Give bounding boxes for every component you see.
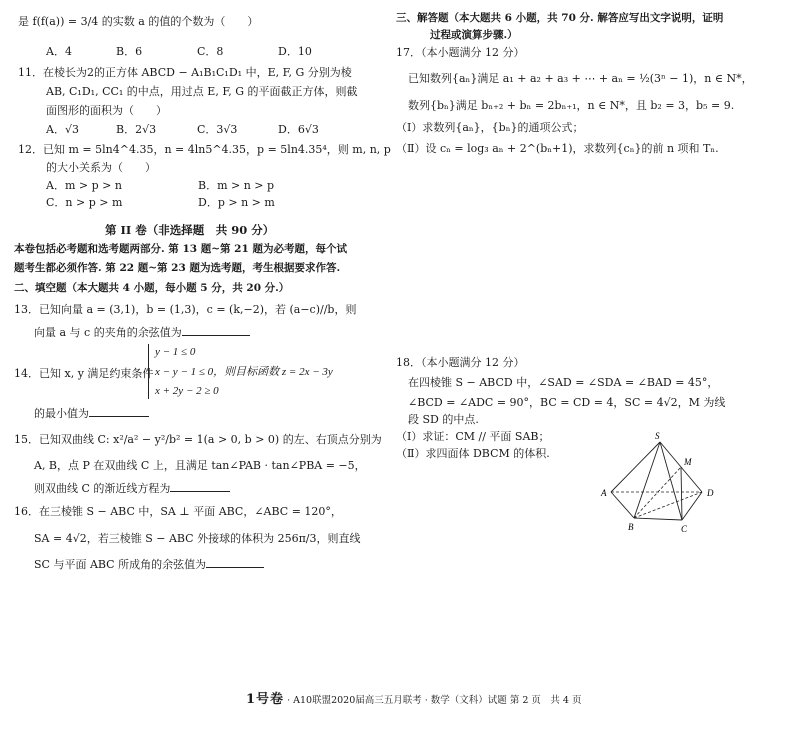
footer-text: · A10联盟2020届高三五月联考 · 数学（文科）试题 第 2 页 共 4 页 [287, 695, 582, 706]
q10-option-a: A．4 [46, 45, 72, 58]
q16-line3 [34, 558, 264, 570]
q10-option-b: B．6 [116, 45, 143, 58]
q15-answer-blank[interactable] [170, 482, 230, 492]
q14-constraint-1: y − 1 ≤ 0 [155, 346, 196, 358]
label-B: B [628, 522, 634, 532]
q13-line1: 13．已知向量 a = (3,1)，b = (1,3)，c = (k,−2)，若 (a−c)//b，则 [14, 303, 357, 316]
section-2-intro-line2: 题考生都必须作答. 第 22 题~第 23 题为选考题，考生根据要求作答. [14, 262, 341, 274]
section-3-heading-line2: 过程或演算步骤.） [430, 29, 518, 41]
segment-CM [681, 467, 682, 520]
label-D: D [707, 488, 714, 498]
q14-brace [148, 344, 149, 399]
edge-SC [660, 442, 682, 520]
q12-line2: 的大小关系为（ ） [46, 161, 156, 174]
label-C: C [681, 524, 688, 534]
label-M: M [684, 457, 692, 467]
q10-tail: 是 f(f(a)) = 3/4 的实数 a 的值的个数为（ ） [18, 15, 259, 28]
q17-part1: （Ⅰ）求数列{aₙ}，{bₙ}的通项公式； [396, 121, 584, 134]
q18-line3: 段 SD 的中点. [408, 413, 479, 426]
q16-answer-blank[interactable] [206, 558, 264, 568]
q10-option-c: C．8 [197, 45, 224, 58]
q11-option-a: A．√3 [46, 123, 79, 136]
q11-option-c: C．3√3 [197, 123, 238, 136]
pyramid-figure [598, 430, 722, 538]
hidden-edge-BD [634, 492, 702, 518]
q15-line1: 15．已知双曲线 C: x²/a² − y²/b² = 1(a > 0, b > 0) 的左、右顶点分别为 [14, 433, 382, 446]
q18-part2: （Ⅱ）求四面体 DBCM 的体积. [396, 447, 550, 460]
section-3-heading-line1: 三、解答题（本大题共 6 小题，共 70 分. 解答应写出文字说明，证明 [396, 12, 724, 24]
q12-option-a: A．m > p > n [46, 179, 122, 192]
edge-SB [634, 442, 660, 518]
q17-part2: （Ⅱ）设 cₙ = log₃ aₙ + 2^(bₙ+1)，求数列{cₙ}的前 n 项和 Tₙ. [396, 142, 719, 155]
q15-line3 [34, 482, 230, 494]
q14-constraint-3: x + 2y − 2 ≥ 0 [155, 385, 219, 397]
q14-prefix: 14．已知 x, y 满足约束条件 [14, 367, 154, 380]
q17-line1: 已知数列{aₙ}满足 a₁ + a₂ + a₃ + ⋯ + aₙ = ½(3ⁿ − 1)，n ∈ N*， [408, 72, 753, 85]
edge-BC [634, 518, 682, 520]
q13-answer-blank[interactable] [182, 326, 250, 336]
q16-line3-text: SC 与平面 ABC 所成角的余弦值为 [34, 558, 207, 571]
q12-line1: 12．已知 m = 5ln4^4.35，n = 4ln5^4.35，p = 5ln4.35⁴，则 m, n, p [18, 143, 391, 156]
section-2-intro-line1: 本卷包括必考题和选考题两部分. 第 13 题~第 21 题为必考题，每个试 [14, 243, 347, 255]
q11-option-d: D．6√3 [278, 123, 319, 136]
section-2-title: 第 II 卷（非选择题 共 90 分） [105, 223, 275, 237]
fill-section-heading: 二、填空题（本大题共 4 小题，每小题 5 分，共 20 分.） [14, 282, 290, 294]
q14-answer-blank[interactable] [89, 407, 149, 417]
q18-line1: 在四棱锥 S − ABCD 中，∠SAD = ∠SDA = ∠BAD = 45°， [408, 376, 719, 389]
q15-line3-text: 则双曲线 C 的渐近线方程为 [34, 482, 171, 495]
q18-part1: （Ⅰ）求证：CM // 平面 SAB； [396, 430, 550, 443]
edge-AB [611, 492, 634, 518]
q10-option-d: D．10 [278, 45, 312, 58]
q14-line2-text: 的最小值为 [34, 407, 89, 420]
q16-line1: 16．在三棱锥 S − ABC 中，SA ⊥ 平面 ABC，∠ABC = 120°， [14, 505, 342, 518]
q12-option-c: C．n > p > m [46, 196, 123, 209]
edge-SA [611, 442, 660, 492]
brand-logo: 1号卷 [246, 692, 285, 707]
page-footer [246, 688, 582, 707]
q17-line2: 数列{bₙ}满足 bₙ₊₂ + bₙ = 2bₙ₊₁，n ∈ N*，且 b₂ = 3，b₅ = 9. [408, 99, 735, 112]
q12-option-b: B．m > n > p [198, 179, 275, 192]
q13-line2 [34, 326, 250, 338]
q14-constraint-2: x − y − 1 ≤ 0，则目标函数 z = 2x − 3y [155, 366, 333, 378]
q11-line2: AB, C₁D₁, CC₁ 的中点，用过点 E, F, G 的平面截正方体，则截 [46, 85, 358, 98]
q11-line3: 面图形的面积为（ ） [46, 104, 167, 117]
q12-option-d: D．p > n > m [198, 196, 275, 209]
label-S: S [655, 431, 660, 441]
q15-line2: A, B，点 P 在双曲线 C 上，且满足 tan∠PAB · tan∠PBA = −5， [34, 459, 366, 472]
q18-heading: 18．（本小题满分 12 分） [396, 356, 525, 369]
label-A: A [601, 488, 607, 498]
q11-option-b: B．2√3 [116, 123, 157, 136]
q18-line2: ∠BCD = ∠ADC = 90°，BC = CD = 4，SC = 4√2，M 为线 [408, 396, 726, 409]
q13-line2-text: 向量 a 与 c 的夹角的余弦值为 [34, 326, 182, 339]
q16-line2: SA = 4√2，若三棱锥 S − ABC 外接球的体积为 256π/3，则直线 [34, 532, 361, 545]
q14-line2 [34, 407, 149, 419]
q11-line1: 11．在棱长为2的正方体 ABCD − A₁B₁C₁D₁ 中，E, F, G 分别为棱 [18, 66, 352, 79]
q17-heading: 17．（本小题满分 12 分） [396, 46, 525, 59]
